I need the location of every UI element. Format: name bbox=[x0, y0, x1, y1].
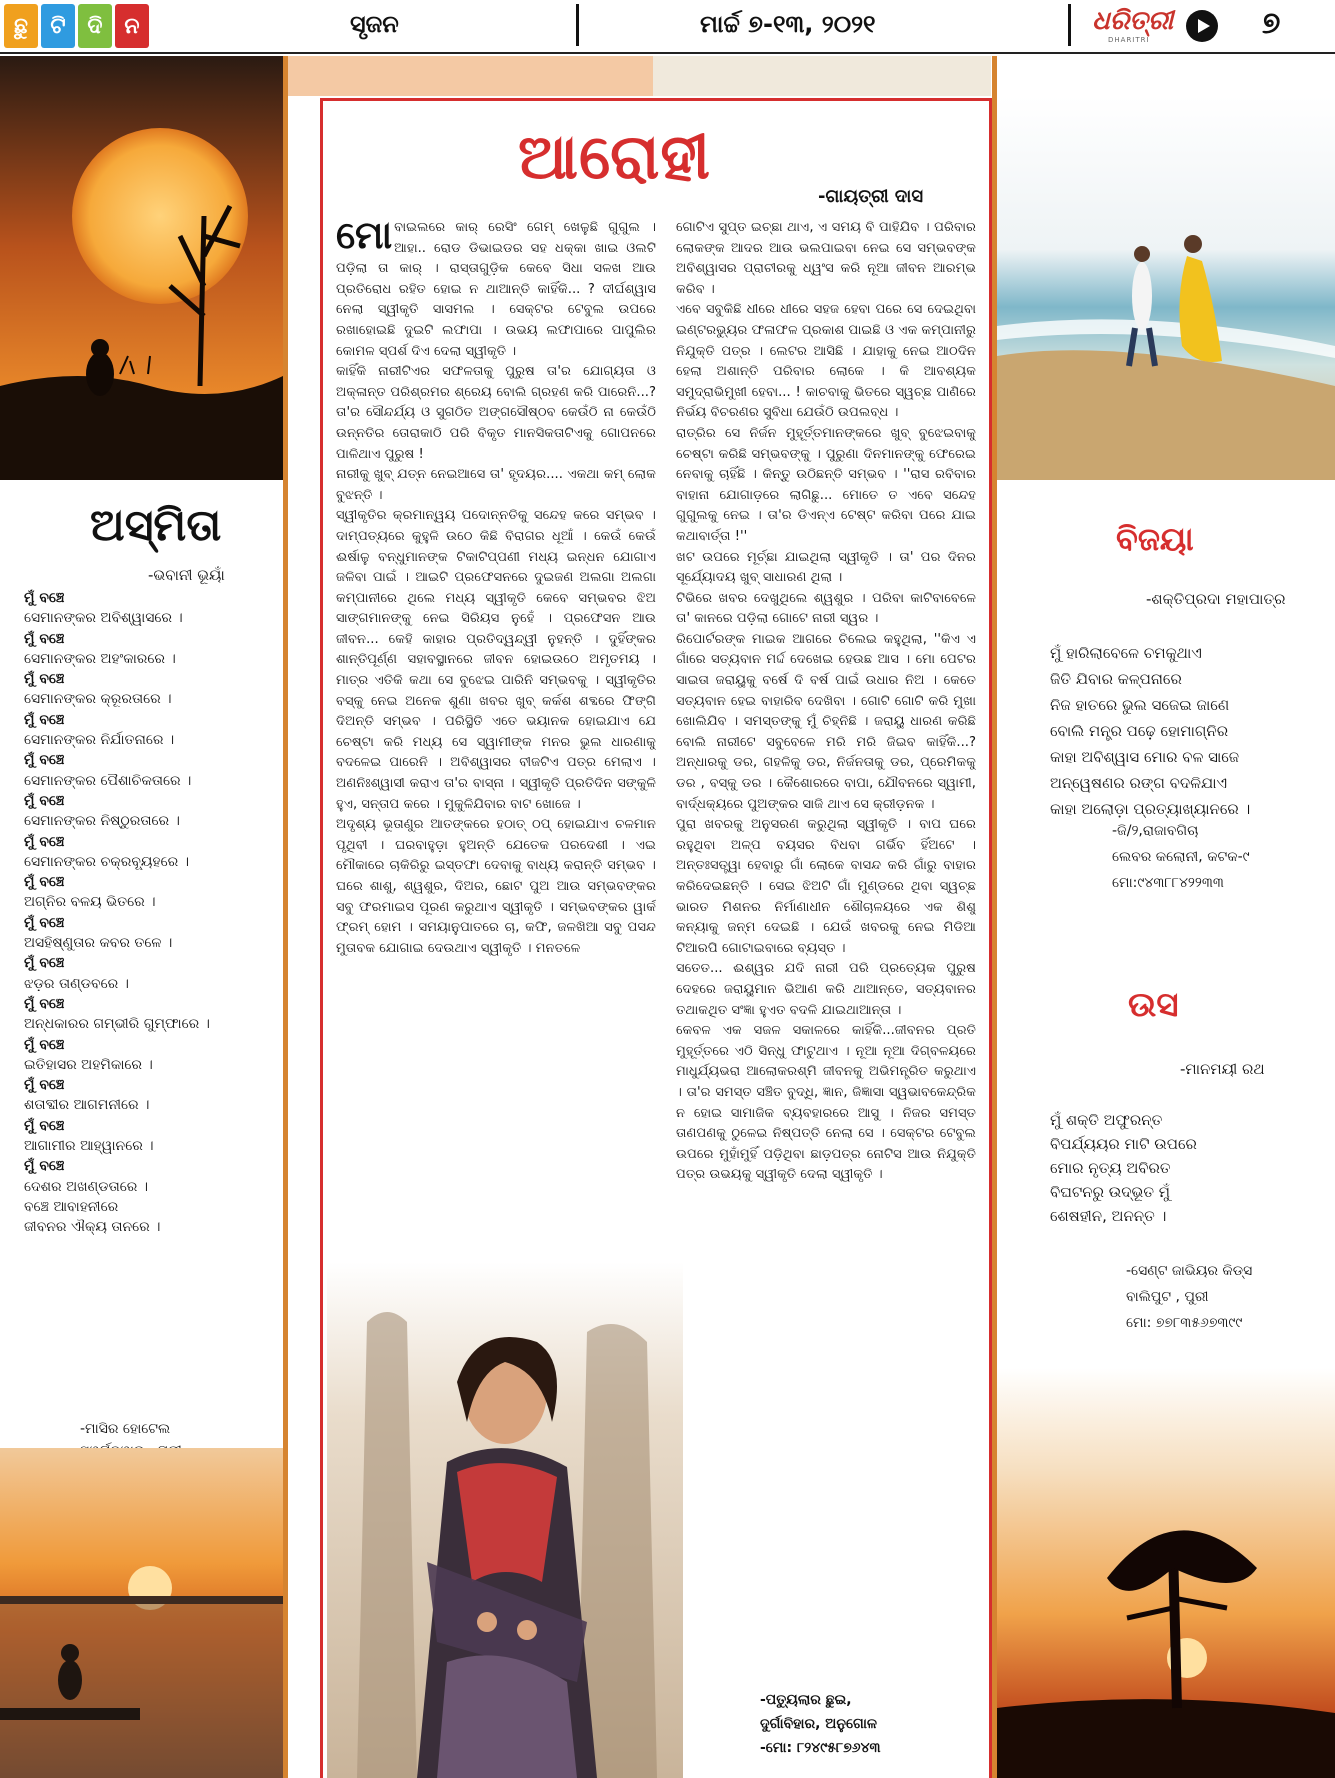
poem-line: ଶେଷହୀନ, ଅନନ୍ତ । bbox=[1050, 1207, 1167, 1225]
poem-line: ମୁଁ ହାରିଲାବେଳେ ଚମକୁଥାଏ bbox=[1050, 644, 1202, 662]
beach-couple-photo bbox=[997, 96, 1335, 480]
story-paragraph: ଗୋଟିଏ ସୁପ୍ତ ଇଚ୍ଛା ଥାଏ, ଏ ସମୟ ବି ପାହିଯିବ । ପରିବାର ଲୋକଙ୍କ ଆଦର ଆଉ ଭଲପାଇବା ନେଇ ସେ ସମ୍ଭବଙ୍କ ଅବିଶ୍ୱାସର ପ୍ରାଚୀରକୁ ଧ୍ୱଂସ କରି ନୂଆ ଜୀବନ ଆରମ୍ଭ କରିବ । bbox=[676, 220, 976, 297]
poem-line: ମୁଁ ବଞ୍ଚେ bbox=[24, 711, 65, 728]
poem-line: ମୁଁ ବଞ୍ଚେ bbox=[24, 590, 65, 606]
poem-line: ଅସହିଷ୍ଣୁତାର କବର ତଳେ । bbox=[24, 935, 173, 952]
drop-cap: ମୋ bbox=[336, 218, 393, 257]
poem-line: ସେମାନଙ୍କର ନିଷ୍ଠୁରତାରେ । bbox=[24, 813, 180, 830]
top-band-light bbox=[653, 56, 991, 96]
play-icon bbox=[1186, 10, 1218, 42]
story-paragraph: ରିପୋର୍ଟରଙ୍କ ମାଇକ ଆଗରେ ଚିଲେଇ କହୁଥିଲା, ''କିଏ ଏ ଗାଁରେ ସତ୍ୟବାନ ମର୍ଦ୍ଦ ଦେଖେଇ ହେଉଛ ଆସ । ମୋ ପେଟର ସାଇତା ଜରାୟୁକୁ ବର୍ଷେ ଦି ବର୍ଷ ପାଇଁ ଉଧାର ନିଅ । କେତେ ସତ୍ୟବାନ ହେଇ ବାହାରିବ ଦେଖିବା । ଗୋଟି ଗୋଟି କରି ମୁଖା ଖୋଲିଯିବ । ସମସ୍ତଙ୍କୁ ମୁଁ ଚିହ୍ନିଛି । ଜରାୟୁ ଧାରଣ କରିଛି ବୋଲି ନାରୀଟେ ସବୁବେଳେ ମରି ମରି ଜିଇବ କାହିଁକି...? ଅନ୍ଧାରକୁ ଡର, ଗହଳିକୁ ଡର, ନିର୍ଜନତାକୁ ଡର, ପ୍ରେମିକକୁ ଡର , ବସ୍‌କୁ ଡର । କୈଶୋରରେ ବାପା, ଯୌବନରେ ସ୍ୱାମୀ, ବାର୍ଦ୍ଧକ୍ୟରେ ପୁଅଙ୍କର ସାଜି ଥାଏ ସେ କ୍ରୀଡ଼ନକ । bbox=[676, 631, 976, 812]
poem-line: ସେମାନଙ୍କର ଅହଂକାରରେ । bbox=[24, 650, 176, 667]
poem-line: ଅଗ୍ନିର ବଳୟ ଭିତରେ । bbox=[24, 894, 156, 911]
poem-line: ମୁଁ ବଞ୍ଚେ bbox=[24, 671, 65, 688]
logo-letter-3: ଦି bbox=[78, 4, 112, 48]
address-line: -ସେଣ୍ଟ ଜାଭିୟର କିଡ୍ସ bbox=[1126, 1263, 1253, 1279]
poem-line: ଅନ୍ୱେଷଣର ରଙ୍ଗ ବଦଳିଯାଏ bbox=[1050, 774, 1228, 792]
story-paragraph: ଖଟ ଉପରେ ମୂର୍ଚ୍ଛା ଯାଇଥିଲା ସ୍ୱୀକୃତି । ତା' ପର ଦିନର ସୂର୍ଯ୍ୟୋଦୟ ଖୁବ୍ ସାଧାରଣ ଥିଲା । bbox=[676, 549, 976, 586]
chhutidina-logo bbox=[4, 4, 149, 48]
poem-line: ମୁଁ ବଞ୍ଚେ bbox=[24, 955, 65, 972]
story-paragraph: ପୁରା ଖବରକୁ ଅନୁସରଣ କରୁଥିଲା ସ୍ୱୀକୃତି । ବାପ ଘରେ ରହୁଥିବା ଅଳ୍ପ ବୟସର ବିଧବା ଗର୍ଭିବ ହିଁଅଟେ । ଅନ୍ତଃସତ୍ତ୍ୱା ହେବାରୁ ଗାଁ ଲୋକେ ବାସନ୍ଦ କରି ଗାଁରୁ ବାହାର କରିଦେଇଛନ୍ତି । ସେଇ ଝିଅଟି ଗାଁ ମୁଣ୍ଡରେ ଥିବା ସ୍ୱଚ୍ଛ ଭାରତ ମିଶନର ନିର୍ମାଣାଧୀନ ଶୌଚାଳୟରେ ଏକ ଶିଶୁ କନ୍ୟାକୁ ଜନ୍ମ ଦେଇଛି । ଯେଉଁ ଖବରକୁ ନେଇ ମିଡିଆ ଟିଆରପି ଗୋଟାଇବାରେ ବ୍ୟସ୍ତ । bbox=[676, 817, 976, 956]
poem-line: ମୁଁ ବଞ୍ଚେ bbox=[24, 792, 65, 809]
right-poem2-body bbox=[1050, 1108, 1310, 1228]
poem-line: ଦେଶର ଅଖଣ୍ଡତାରେ । bbox=[24, 1178, 149, 1195]
poem-line: ଶତାବ୍ଦୀର ଆଗମନୀରେ । bbox=[24, 1097, 150, 1114]
issue-date: ମାର୍ଚ୍ଚ ୭-୧୩, ୨୦୨୧ bbox=[700, 10, 876, 38]
poem-line: ବୋଲି ମନ୍ତ୍ର ପଢ଼େ ହୋମାଗ୍ନିର bbox=[1050, 722, 1229, 740]
poem-line: ମୋର ନୃତ୍ୟ ଅବିରତ bbox=[1050, 1159, 1171, 1177]
left-poem-title: ଅସ୍ମିତା bbox=[90, 500, 222, 551]
story-paragraph: କେବଳ ଏକ ସଜଳ ସକାଳରେ କାହିଁକି...ଜୀବନର ପ୍ରତି ମୁହୂର୍ତ୍ତରେ ଏଠି ସିନ୍ଧୁ ଫାଟୁଥାଏ । ନୂଆ ନୂଆ ଦିଗ୍‌ବଳୟରେ ମାଧୁର୍ଯ୍ୟଭରା ଆଲୋକରଶ୍ମି ଜୀବନକୁ ଅଭିମନ୍ତ୍ରିତ କରୁଥାଏ । ତା'ର ସମସ୍ତ ସଞ୍ଚିତ ବୁଦ୍ଧି, ଜ୍ଞାନ, ଜିଜ୍ଞାସା ସ୍ୱଭାବକେନ୍ଦ୍ରିକ ନ ହୋଇ ସାମାଜିକ ବ୍ୟବହାରରେ ଆସୁ । ନିଜର ସମସ୍ତ ତାଣପଣକୁ ଠୁଳେଇ ନିଷ୍ପତ୍ତି ନେଲା ସେ । ସେକ୍ଟର ଟେବୁଲ ଉପରେ ମୁହାଁମୁହିଁ ପଡ଼ିଥିବା ଛାଡ଼ପତ୍ର ନୋଟିସ ଆଉ ନିଯୁକ୍ତି ପତ୍ର ଉଭୟକୁ ସ୍ୱୀକୃତି ଦେଲା ସ୍ୱୀକୃତି । bbox=[676, 1023, 976, 1183]
poem-line: ମୁଁ ବଞ୍ଚେ bbox=[24, 630, 65, 647]
story-column-2 bbox=[676, 218, 976, 1638]
right-poem1-address bbox=[1112, 818, 1322, 896]
logo-letter-4: ନ bbox=[115, 4, 149, 48]
poem-line: ବିପର୍ଯ୍ୟୟର ମାଟି ଉପରେ bbox=[1050, 1135, 1197, 1153]
footer-line: -ମୋ: ୮୨୪୯୫୮୭୬୪୩ bbox=[760, 1740, 881, 1756]
top-band-peach bbox=[283, 56, 653, 96]
poem-line: ଆଗାମୀର ଆହ୍ୱାନରେ । bbox=[24, 1138, 154, 1155]
poem-line: ମୁଁ ବଞ୍ଚେ bbox=[24, 1036, 65, 1053]
dharitri-brand-sub: DHARITRI bbox=[1108, 36, 1150, 44]
story-paragraph: ଅଦୃଶ୍ୟ ଭୂତାଣୁର ଆତଙ୍କରେ ହଠାତ୍ ଠପ୍ ହୋଇଯାଏ ଚଳମାନ ପୃଥିବୀ । ଘରବାହୁଡ଼ା ହୁଅନ୍ତି ଯେତେକ ପରଦେଶୀ । ଏଇ ମୌକାରେ ଚାକିରିରୁ ଇସ୍ତଫା ଦେବାକୁ ବାଧ୍ୟ କରାନ୍ତି ସମ୍ଭବ । ଘରେ ଶାଶୁ, ଶ୍ୱଶୁର, ଦିଅର, ଛୋଟ ପୁଅ ଆଉ ସମ୍ଭବଙ୍କର ସବୁ ଫରମାଇସ ପୂରଣ କରୁଥାଏ ସ୍ୱୀକୃତି । ସମ୍ଭବଙ୍କର ୱାର୍କ ଫ୍ରମ୍ ହୋମ । ସମୟାନୁପାତରେ ଚା, କଫି, ଜଳଖିଆ ସବୁ ପସନ୍ଦ ମୁତାବକ ଯୋଗାଇ ଦେଉଥାଏ ସ୍ୱୀକୃତି । ମନତଳେ bbox=[336, 817, 656, 956]
poem-line: ମୁଁ ବଞ୍ଚେ bbox=[24, 752, 65, 769]
tree-sunset-photo bbox=[997, 1368, 1335, 1778]
poem-line: ସେମାନଙ୍କର କ୍ରୂରତାରେ । bbox=[24, 691, 172, 708]
poem-line: ସେମାନଙ୍କର ଚକ୍ରବ୍ୟୂହରେ । bbox=[24, 853, 189, 870]
page-header bbox=[0, 0, 1335, 54]
poem-line: ବଞ୍ଚେ ଆବାହନୀରେ bbox=[24, 1198, 119, 1215]
section-name: ସୃଜନ bbox=[350, 10, 399, 38]
poem-line: ମୁଁ ବଞ୍ଚେ bbox=[24, 874, 65, 891]
poem-line: ଜିତି ଯିବାର କଳ୍ପନାରେ bbox=[1050, 670, 1182, 688]
footer-line: -ମାସିର ହୋଟେଲ bbox=[80, 1421, 171, 1437]
story-footer bbox=[760, 1688, 980, 1760]
story-paragraph: କାହିଁକି ନାରୀଟିଏର ସଫଳତାକୁ ପୁରୁଷ ତା'ର ଯୋଗ୍ୟତା ଓ ଅକ୍ଳାନ୍ତ ପରିଶ୍ରମର ଶ୍ରେୟ ବୋଲି ଗ୍ରହଣ କରି ପାରେନି...? ତା'ର ସୌନ୍ଦର୍ଯ୍ୟ ଓ ସୁଗଠିତ ଅଙ୍ଗସୌଷ୍ଠବ କେଉଁଠି ନା କେଉଁଠି ଉନ୍ନତିର ତୋରାକାଠି ପରି ବିକୃତ ମାନସିକତାଟିଏକୁ ଗୋପନରେ ପାଳିଥାଏ ପୁରୁଷ ! bbox=[336, 364, 656, 462]
logo-letter-1: ଛୁ bbox=[4, 4, 38, 48]
right-poem1-author: -ଶକ୍ତିପ୍ରଦା ମହାପାତ୍ର bbox=[1146, 590, 1286, 608]
story-paragraph: ସ୍ୱୀକୃତିର କ୍ରମାନ୍ୱୟ ପଦୋନ୍ନତିକୁ ସନ୍ଦେହ କରେ ସମ୍ଭବ । ଦାମ୍ପତ୍ୟରେ କୁହୁଳି ଉଠେ କିଛି ବିରାଗର ଧୂଆଁ । କେଉଁ କେଉଁ ଈର୍ଷାଳୁ ବନ୍ଧୁମାନଙ୍କ ଟିକାଟିପ୍ପଣୀ ମଧ୍ୟ ଇନ୍ଧନ ଯୋଗାଏ ଜଳିବା ପାଇଁ । ଆଇଟି ପ୍ରଫେସନରେ ଦୁଇଜଣ ଅଲଗା ଅଲଗା କମ୍ପାନୀରେ ଥିଲେ ମଧ୍ୟ ସ୍ୱୀକୃତି କେବେ ସମ୍ଭବର ଝିଅ ସାଙ୍ଗମାନଙ୍କୁ ନେଇ ସିରିୟସ ନୁହେଁ । ପ୍ରଫେସନ ଆଉ ଜୀବନ... କେହି କାହାର ପ୍ରତିଦ୍ୱନ୍ଦ୍ୱୀ ନୁହନ୍ତି । ଦୁହିଁଙ୍କର ଶାନ୍ତିପୂର୍ଣ୍ଣ ସହାବସ୍ଥାନରେ ଜୀବନ ହୋଇଉଠେ ଅମୃତମୟ । ମାତ୍ର ଏତିକି କଥା ସେ ବୁଝେଇ ପାରିନି ସମ୍ଭବକୁ । ସ୍ୱୀକୃତିର ବସ୍‌କୁ ନେଇ ଅନେକ ଶୁଣା ଖବର ଖୁବ୍ କର୍କଶ ଶବ୍ଦରେ ଫିଙ୍ଗି ଦିଅନ୍ତି ସମ୍ଭବ । ପରିସ୍ଥିତି ଏତେ ଭୟାନକ ହୋଇଯାଏ ଯେ ଚେଷ୍ଟା କରି ମଧ୍ୟ ସେ ସ୍ୱାମୀଙ୍କ ମନର ଭୁଲ ଧାରଣାକୁ ବଦଳେଇ ପାରେନି । ଅବିଶ୍ୱାସର ବୀଜଟିଏ ପତ୍ର ମେଲାଏ । ଅଣନିଃଶ୍ୱାସୀ କରାଏ ତା'ର ବାସ୍ନା । ସ୍ୱୀକୃତି ପ୍ରତିଦିନ ସଙ୍କୁଳି ହୁଏ, ସନ୍ତାପ କରେ । ମୁକୁଳିଯିବାର ବାଟ ଖୋଜେ । bbox=[336, 508, 656, 812]
address-line: ବାଲିପୁଟ , ପୁରୀ bbox=[1126, 1289, 1209, 1305]
header-divider bbox=[1068, 4, 1071, 46]
poem-line: ଇତିହାସର ଅହମିକାରେ । bbox=[24, 1056, 153, 1073]
story-title: ଆରୋହୀ bbox=[518, 120, 712, 193]
woman-in-saree-illustration bbox=[327, 1262, 683, 1778]
poem-line: ସେମାନଙ୍କର ନିର୍ଯାତନାରେ । bbox=[24, 732, 175, 749]
poem-line: ନିଜ ହାତରେ ଭୁଲ ସଜେଇ ଜାଣେ bbox=[1050, 696, 1230, 714]
page-number: ୭ bbox=[1262, 6, 1281, 41]
right-poem2-address bbox=[1126, 1258, 1326, 1336]
right-poem2-author: -ମାନମୟୀ ରଥ bbox=[1180, 1060, 1265, 1078]
address-line: ମୋ: ୭୭୮୩୫୬୭୩୯୯ bbox=[1126, 1315, 1243, 1331]
story-author: -ଗାୟତ୍ରୀ ଦାସ bbox=[818, 186, 924, 207]
left-poem-body bbox=[24, 588, 279, 1238]
story-paragraph bbox=[336, 218, 656, 362]
footer-line: ଦୁର୍ଗାବିହାର, ଅନୁଗୋଳ bbox=[760, 1716, 878, 1732]
poem-line: ମୁଁ ବଞ୍ଚେ bbox=[24, 1158, 65, 1175]
poem-line: ଜୀବନର ଐକ୍ୟ ତାନରେ । bbox=[24, 1219, 161, 1236]
poem-line: ମୁଁ ବଞ୍ଚେ bbox=[24, 914, 65, 931]
right-poem2-title: ଉସ bbox=[1128, 985, 1179, 1025]
poem-line: ଝଡ଼ର ତାଣ୍ଡବରେ । bbox=[24, 975, 129, 992]
footer-line: -ପତ୍ୟୁଲାର ଛୁଇ, bbox=[760, 1692, 852, 1708]
poem-line: ଅନ୍ଧକାରର ଗମ୍ଭୀରି ଗୁମ୍ଫାରେ । bbox=[24, 1016, 210, 1033]
lake-sunset-photo bbox=[0, 1448, 283, 1778]
story-paragraph: ଏବେ ସବୁକିଛି ଧୀରେ ଧୀରେ ସହଜ ହେବା ପରେ ସେ ଦେଇଥିବା ଇଣ୍ଟରଭ୍ୟୁର ଫଳାଫଳ ପ୍ରକାଶ ପାଇଛି ଓ ଏକ କମ୍ପାନୀରୁ ନିଯୁକ୍ତି ପତ୍ର । ଲେଟର ଆସିଛି । ଯାହାକୁ ନେଇ ଆଠଦିନ ହେଲା ଅଶାନ୍ତି ପରିବାର ଲୋକେ । କି ଆବଶ୍ୟକ ସମୁଦ୍ରାଭିମୁଖୀ ହେବା... ! କାଚବାକୁ ଭିତରେ ସ୍ୱଚ୍ଛ ପାଣିରେ ନିର୍ଭୟ ବିଚରଣର ସୁବିଧା ଯେଉଁଠି ଉପଲବ୍ଧ । bbox=[676, 302, 976, 421]
poem-line: ମୁଁ ବଞ୍ଚେ bbox=[24, 833, 65, 850]
dharitri-brand: ଧରିତ୍ରୀ bbox=[1092, 6, 1174, 36]
column-divider-left bbox=[283, 56, 288, 1778]
story-paragraph: ସତେତ... ଈଶ୍ୱର ଯଦି ନାରୀ ପରି ପ୍ରତ୍ୟେକ ପୁରୁଷ ଦେହରେ ଜରାୟୁମାନ ଭିଆଣ କରି ଥାଆନ୍ତେ, ସତ୍ୟବାନର ତଥାକଥିତ ସଂଜ୍ଞା ହୁଏତ ବଦଳି ଯାଇଥାଆନ୍ତା । bbox=[676, 961, 976, 1018]
story-paragraph-text: ବାଇଲରେ କାର୍ ରେସିଂ ଗେମ୍ ଖେଳୁଛି ଗୁଗୁଲ । ଆହା.. ରୋଡ ଡିଭାଇଡର ସହ ଧକ୍କା ଖାଇ ଓଲଟି ପଡ଼ିଲା ତା କାର୍ । ରାସ୍ତାଗୁଡ଼ିକ କେବେ ସିଧା ସଳଖ ଆଉ ପ୍ରତିରୋଧ ରହିତ ହୋଇ ନ ଥାଆନ୍ତି କାହିଁକି... ? ଦୀର୍ଘଶ୍ୱାସ ନେଲା ସ୍ୱୀକୃତି ସାସମଲ । ସେକ୍ଟର ଟେବୁଲ ଉପରେ ରଖାହୋଇଛି ଦୁଇଟି ଲଫାପା । ଉଭୟ ଲଫାପାରେ ପାପୁଲିର କୋମଳ ସ୍ପର୍ଶ ଦିଏ ଦେଲା ସ୍ୱୀକୃତି । bbox=[336, 220, 656, 359]
poem-line: ସେମାନଙ୍କର ଅବିଶ୍ୱାସରେ । bbox=[24, 610, 183, 627]
poem-line: ମୁଁ ଶକ୍ତି ଅଫୁରନ୍ତ bbox=[1050, 1111, 1163, 1129]
poem-line: ମୁଁ ବଞ୍ଚେ bbox=[24, 1117, 65, 1134]
poem-line: କାହା ଅବିଶ୍ୱାସ ମୋର ବଳ ସାଜେ bbox=[1050, 748, 1240, 766]
story-paragraph: ନାରୀକୁ ଖୁବ୍ ଯତ୍ନ ନେଇଆସେ ତା' ହୃଦୟର.... ଏକଥା କମ୍ ଲୋକ ବୁଝନ୍ତି । bbox=[336, 467, 656, 503]
address-line: -ଜି/୨,ରାଜାବଗିଚା bbox=[1112, 823, 1199, 839]
poem-line: ସେମାନଙ୍କର ପୈଶାଚିକତାରେ । bbox=[24, 772, 192, 789]
logo-letter-2: ଟି bbox=[41, 4, 75, 48]
poem-line: ମୁଁ ବଞ୍ଚେ bbox=[24, 1077, 65, 1094]
story-column-1 bbox=[336, 218, 656, 1258]
header-divider bbox=[576, 4, 579, 46]
address-line: ମୋ:୯୪୩୮୮୪୨୨୩୩ bbox=[1112, 875, 1224, 891]
poem-line: କାହା ଅଲୋଡ଼ା ପ୍ରତ୍ୟାଖ୍ୟାନରେ । bbox=[1050, 800, 1251, 818]
right-poem1-title: ବିଜୟା bbox=[1116, 520, 1194, 558]
story-paragraph: ଟିଭିରେ ଖବର ଦେଖୁଥିଲେ ଶ୍ୱଶୁର । ପରିବା କାଟିବାବେଳେ ତା' କାନରେ ପଡ଼ିଲା ଗୋଟେ ନାରୀ ସ୍ୱର । bbox=[676, 590, 976, 627]
address-line: ଲେବର କଲୋନୀ, କଟକ-୯ bbox=[1112, 849, 1250, 865]
moon-silhouette-photo bbox=[0, 56, 283, 480]
poem-line: ବିଘଟନରୁ ଉଦ୍ଭୂତ ମୁଁ bbox=[1050, 1183, 1171, 1201]
left-poem-author: -ଭବାନୀ ଭୂୟାଁ bbox=[148, 566, 225, 584]
right-poem1-body bbox=[1050, 640, 1320, 822]
poem-line: ମୁଁ ବଞ୍ଚେ bbox=[24, 995, 65, 1012]
story-paragraph: ରାତ୍ରିର ସେ ନିର୍ଜନ ମୁହୂର୍ତ୍ତମାନଙ୍କରେ ଖୁବ୍ ବୁଝେଇବାକୁ ଚେଷ୍ଟା କରିଛି ସମ୍ଭବଙ୍କୁ । ପୁରୁଣା ଦିନମାନଙ୍କୁ ଫେରେଇ ନେବାକୁ ଚାହିଁଛି । କିନ୍ତୁ ଉଠିଛନ୍ତି ସମ୍ଭବ । ''ରାସ ରବିବାର ବାହାନା ଯୋଗାଡ଼ରେ ଲାଗିଛୁ... ମୋତେ ତ ଏବେ ସନ୍ଦେହ ଗୁଗୁଲକୁ ନେଇ । ତା'ର ଡିଏନ୍ଏ ଟେଷ୍ଟ କରିବା ପରେ ଯାଇ କଥାବାର୍ତ୍ତା !'' bbox=[676, 425, 976, 544]
